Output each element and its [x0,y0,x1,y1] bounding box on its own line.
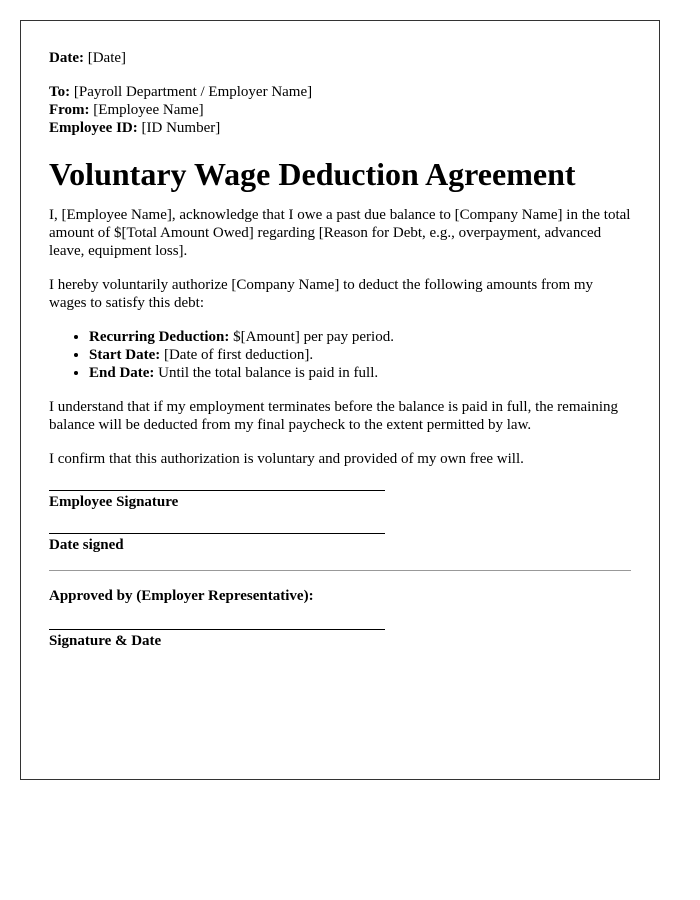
signature-and-date-label: Signature & Date [49,633,162,649]
to-label: To: [49,84,71,100]
deduction-terms-list [49,328,631,382]
from-label: From: [49,102,90,118]
date-signed-block [49,533,631,554]
employee-id-line [49,119,631,137]
termination-paragraph: I understand that if my employment terminates before the balance is paid in full, the remaining balance will be deducted from my final paycheck to the extent permitted by law. [49,399,618,433]
from-line [49,101,631,119]
list-item-recurring-deduction [89,328,631,346]
to-line [49,83,631,101]
acknowledgement-paragraph: I, [Employee Name], acknowledge that I owe a past due balance to [Company Name] in the total amount of $[Total Amount Owed] regarding [Reason for Debt, e.g., overpayment, advanced leave, equipment loss]. [49,207,631,259]
start-date-value: [Date of first deduction]. [163,347,314,363]
date-signed-line[interactable] [49,533,385,534]
end-date-label: End Date: [89,365,155,381]
document-title: Voluntary Wage Deduction Agreement [49,156,576,192]
section-divider [49,570,631,571]
employee-signature-block [49,490,631,511]
list-item-start-date [89,346,631,364]
employer-signature-block [49,629,631,650]
date-value: [Date] [87,50,127,66]
employee-id-value: [ID Number] [141,120,221,136]
start-date-label: Start Date: [89,347,161,363]
date-signed-label: Date signed [49,537,124,553]
agreement-document [20,20,660,780]
employee-signature-label: Employee Signature [49,494,179,510]
authorization-paragraph: I hereby voluntarily authorize [Company Name] to deduct the following amounts from my wages to satisfy this debt: [49,277,594,311]
to-value: [Payroll Department / Employer Name] [73,84,313,100]
list-item-end-date [89,364,631,382]
end-date-value: Until the total balance is paid in full. [158,365,379,381]
date-line [49,49,631,67]
employer-signature-line[interactable] [49,629,385,630]
from-value: [Employee Name] [93,102,204,118]
recurring-deduction-label: Recurring Deduction: [89,329,230,345]
employee-id-label: Employee ID: [49,120,138,136]
employee-signature-line[interactable] [49,490,385,491]
approved-by-heading: Approved by (Employer Representative): [49,588,314,604]
date-label: Date: [49,50,84,66]
recurring-deduction-value: $[Amount] per pay period. [233,329,394,345]
confirmation-paragraph: I confirm that this authorization is voluntary and provided of my own free will. [49,451,524,467]
